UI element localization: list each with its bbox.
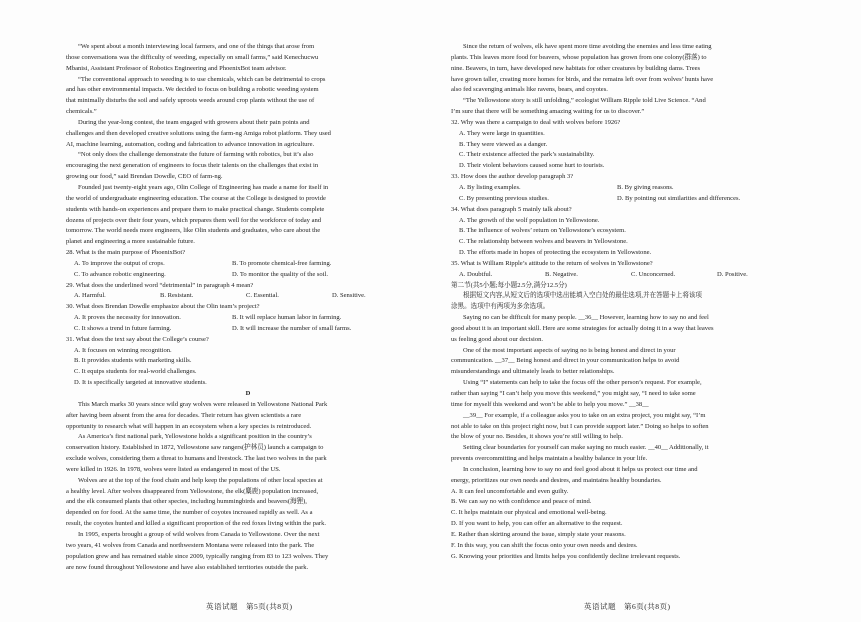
question-stem: 29. What does the underlined word “detrimental” in paragraph 4 mean? [66, 281, 254, 289]
answer-option: C. To advance robotic engineering. [74, 270, 166, 278]
text-line: chemicals.” [66, 108, 97, 116]
question-stem: 35. What is William Ripple’s attitude to the return of wolves in Yellowstone? [451, 259, 653, 267]
text-line: Since the return of wolves, elk have spent more time avoiding the enemies and less time eating [463, 43, 712, 50]
text-line: A. It can feel uncomfortable and even guilty. [451, 487, 569, 495]
text-line: F. In this way, you can shift the focus onto your own needs and desires. [451, 541, 638, 549]
answer-option: B. It provides students with marketing skills. [74, 357, 192, 365]
text-line: In conclusion, learning how to say no and feel good about it helps us protect our time and [463, 465, 698, 473]
text-line: prevents overcommitting and helps maintain a healthy balance in your life. [451, 455, 648, 463]
answer-option: C. Their existence affected the park’s sustainability. [459, 151, 595, 159]
text-line: not able to take on this project right now, but I can provide support later.” Doing so helps to soften [451, 422, 709, 430]
left-column [66, 42, 430, 573]
text-line: tomorrow. The world needs more engineers, like Olin students and graduates, who care about the [66, 227, 321, 235]
text-line: were killed in 1926. In 1978, wolves were listed as endangered in most of the US. [66, 465, 281, 473]
answer-option: B. Resistant. [160, 292, 194, 300]
answer-option: D. It is specifically targeted at innovative students. [74, 379, 207, 387]
text-line: us feeling good about our decision. [451, 335, 544, 343]
text-line: growing our food,” said Brendan Dowdle, CEO of farm-ng. [66, 173, 223, 181]
text-line: D. If you want to help, you can offer an alternative to the request. [451, 520, 623, 528]
page-footer-right: 英语试题 第6页(共8页) [584, 602, 671, 611]
answer-option: A. By listing examples. [459, 183, 521, 191]
answer-option: B. Negative. [545, 270, 578, 278]
question-stem: 31. What does the text say about the College’s course? [66, 335, 209, 343]
text-line: two years, 41 wolves from Canada and northwestern Montana were released into the park. The [66, 541, 315, 549]
text-line: 第二节(共5小题;每小题2.5分,满分12.5分) [451, 281, 567, 289]
text-line: those conversations was the difficulty of weeding, especially on small farms,” said Kenechucwu [66, 53, 319, 61]
text-line: “The conventional approach to weeding is to use chemicals, which can be detrimental to crops [78, 75, 326, 83]
text-line: “We spent about a month interviewing local farmers, and one of the things that arose from [78, 43, 315, 50]
question-stem: 32. Why was there a campaign to deal with wolves before 1926? [451, 118, 621, 126]
text-line: Setting clear boundaries for yourself can make saying no much easier. __40__ Additionally, it [463, 444, 709, 452]
text-line: exclude wolves, considering them a threat to humans and livestock. The last two wolves in the park [66, 455, 327, 463]
answer-option: A. It proves the necessity for innovation. [74, 314, 181, 322]
answer-option: B. By giving reasons. [617, 183, 674, 191]
text-line: energy, prioritizes our own needs and desires, and maintains healthy boundaries. [451, 476, 662, 484]
text-line: conservation history. Established in 1872, Yellowstone saw rangers(护林员) launch a campaign to [66, 444, 324, 452]
text-line: In 1995, experts brought a group of wild wolves from Canada to Yellowstone. Over the next [78, 530, 320, 538]
answer-options-row [451, 270, 815, 281]
right-column [451, 42, 815, 563]
text-line: As America’s first national park, Yellowstone holds a significant position in the country’s [78, 433, 312, 441]
text-line: One of the most important aspects of saying no is being honest and direct in your [463, 346, 676, 354]
text-line: “Not only does the challenge demonstrate the future of farming with robotics, but it’s also [78, 151, 314, 159]
question-stem: 28. What is the main purpose of PhoenixBot? [66, 249, 186, 257]
answer-options-row [66, 313, 430, 324]
text-line: are now found throughout Yellowstone and have also established territories outside the park. [66, 563, 309, 571]
answer-option: C. By presenting previous studies. [459, 194, 549, 202]
question-stem: 30. What does Brendan Dowdle emphasize about the Olin team’s project? [66, 303, 260, 311]
text-line: B. We can say no with confidence and peace of mind. [451, 498, 592, 506]
answer-option: A. To improve the output of crops. [74, 259, 165, 267]
text-line: Saying no can be difficult for many people. __36__ However, learning how to say no and feel [463, 314, 709, 322]
text-line: that minimally disturbs the soil and safely uproots weeds around crop plants without the use of [66, 97, 315, 105]
text-line: the world of undergraduate engineering education. The course at the College is designed to provide [66, 194, 326, 202]
answer-option: D. It will increase the number of small farms. [232, 324, 352, 332]
answer-options-row [451, 183, 815, 194]
answer-options-row [451, 194, 815, 205]
answer-option: A. The growth of the wolf population in Yellowstone. [459, 216, 600, 224]
answer-option: D. The efforts made in hopes of protecting the ecosystem in Yellowstone. [459, 249, 652, 257]
page-footer-left: 英语试题 第5页(共8页) [206, 602, 293, 611]
text-line: the blow of your no. Besides, it shows you’re still willing to help. [451, 433, 623, 441]
answer-option: C. Essential. [246, 292, 279, 300]
answer-option: C. It equips students for real-world challenges. [74, 368, 197, 376]
answer-option: D. By pointing out similarities and differences. [617, 194, 741, 202]
question-stem: 33. How does the author develop paragraph 3? [451, 173, 574, 181]
text-line: encouraging the next generation of engineers to focus their talents on the challenges that exist in [66, 162, 319, 170]
text-line: Wolves are at the top of the food chain and help keep the populations of other local species at [78, 476, 323, 484]
text-line: AI, machine learning, automation, coding and fabrication to advance innovation in agriculture. [66, 140, 315, 148]
text-line: dozens of projects over their four years, which prepares them well for the workforce of today and [66, 216, 322, 224]
question-stem: 34. What does paragraph 5 mainly talk about? [451, 205, 572, 213]
answer-options-row [66, 270, 430, 281]
text-line: planet and engineering a more sustainable future. [66, 238, 195, 246]
text-line: This March marks 30 years since wild gray wolves were released in Yellowstone National Park [78, 400, 328, 408]
text-line: During the year-long contest, the team engaged with growers about their pain points and [78, 118, 310, 126]
text-line: students with hands-on experiences and prepare them to make practical change. Students complete [66, 205, 325, 213]
text-line: __39__ For example, if a colleague asks you to take on an extra project, you might say, “I’m [463, 411, 706, 419]
text-line: good about it is an important skill. Here are some strategies for actually doing it in a way that leaves [451, 324, 714, 332]
text-line: and the elk consumed plants that other species, including hummingbirds and beavers(海狸), [66, 498, 307, 506]
answer-option: C. Unconcerned. [631, 270, 676, 278]
text-line: nine. Beavers, in turn, have developed new habitats for other creatures by building dams. Trees [451, 64, 701, 72]
answer-option: B. The influence of wolves’ return on Yellowstone’s ecosystem. [459, 227, 626, 235]
answer-option: D. To monitor the quality of the soil. [232, 270, 328, 278]
text-line: a healthy level. After wolves disappeared from Yellowstone, the elk(麋鹿) population increased, [66, 487, 319, 495]
text-line: communication. __37__ Being honest and direct in your communication helps to avoid [451, 357, 680, 365]
text-line: misunderstandings and ultimately leads to better relationships. [451, 368, 615, 376]
text-line: 涂黑。选项中有两项为多余选项。 [451, 303, 550, 311]
answer-option: D. Sensitive. [332, 292, 366, 300]
answer-option: A. Doubtful. [459, 270, 493, 278]
text-line: opportunity to research what will happen in an ecosystem when a key species is reintroduced. [66, 422, 312, 430]
answer-option: D. Positive. [717, 270, 748, 278]
text-line: population grew and has remained stable since 2009, typically ranging from 83 to 123 wolves. They [66, 552, 329, 560]
text-line: Using “I” statements can help to take the focus off the other person’s request. For example, [463, 379, 702, 387]
text-line: time for myself this weekend and won’t be able to help you move.” __38__ [451, 400, 649, 408]
text-line: Founded just twenty-eight years ago, Olin College of Engineering has made a name for itself in [78, 183, 329, 191]
text-line: have grown taller, creating more homes for birds, and the remains left over from wolves’ hunts have [451, 75, 714, 83]
text-line: and has other environmental impacts. We decided to focus on building a robotic weeding system [66, 86, 319, 94]
answer-options-row [66, 324, 430, 335]
text-line: depended on for food. At the same time, the number of coyotes increased rapidly as well. As a [66, 509, 313, 517]
text-line: challenges and then developed creative solutions using the farm-ng Amiga robot platform. They used [66, 129, 331, 137]
answer-option: B. It will replace human labor in farming. [232, 314, 342, 322]
text-line: “The Yellowstone story is still unfolding,” ecologist William Ripple told Live Science. “And [463, 97, 706, 105]
text-line: E. Rather than skirting around the issue, simply state your reasons. [451, 530, 626, 538]
answer-option: A. It focuses on winning recognition. [74, 346, 172, 354]
answer-option: D. Their violent behaviors caused some hurt to tourists. [459, 162, 605, 170]
text-line: G. Knowing your priorities and limits helps you confidently decline irrelevant requests. [451, 552, 681, 560]
text-line: also fed scavenging animals like ravens, bears, and coyotes. [451, 86, 608, 94]
text-line: I’m sure that there will be something amazing waiting for us to discover.” [451, 108, 645, 116]
text-line: Mbanisi, Assistant Professor of Robotics Engineering and PhoenixBot team advisor. [66, 64, 287, 72]
answer-option: A. They were large in quantities. [459, 129, 545, 137]
answer-option: B. They were viewed as a danger. [459, 140, 548, 148]
text-line: 根据短文内容,从短文后的选项中选出能填入空白处的最佳选项,并在答题卡上将该项 [463, 292, 702, 300]
text-line: result, the coyotes hunted and killed a significant proportion of the red foxes living within the park. [66, 520, 326, 528]
answer-option: A. Harmful. [74, 292, 106, 300]
answer-option: C. It shows a trend in future farming. [74, 324, 172, 332]
text-line: rather than saying “I can’t help you move this weekend,” you might say, “I need to take some [451, 390, 696, 397]
text-line: C. It helps maintain our physical and emotional well-being. [451, 509, 607, 517]
section-heading: D [245, 390, 251, 397]
answer-options-row [66, 259, 430, 270]
text-line: after having been absent from the area for decades. Their return has given scientists a rare [66, 411, 302, 419]
answer-option: C. The relationship between wolves and beavers in Yellowstone. [459, 238, 628, 246]
answer-options-row [66, 291, 430, 302]
text-line: plants. This leaves more food for beavers, whose population has grown from one colony(群落) to [451, 53, 707, 61]
answer-option: B. To promote chemical-free farming. [232, 259, 332, 267]
